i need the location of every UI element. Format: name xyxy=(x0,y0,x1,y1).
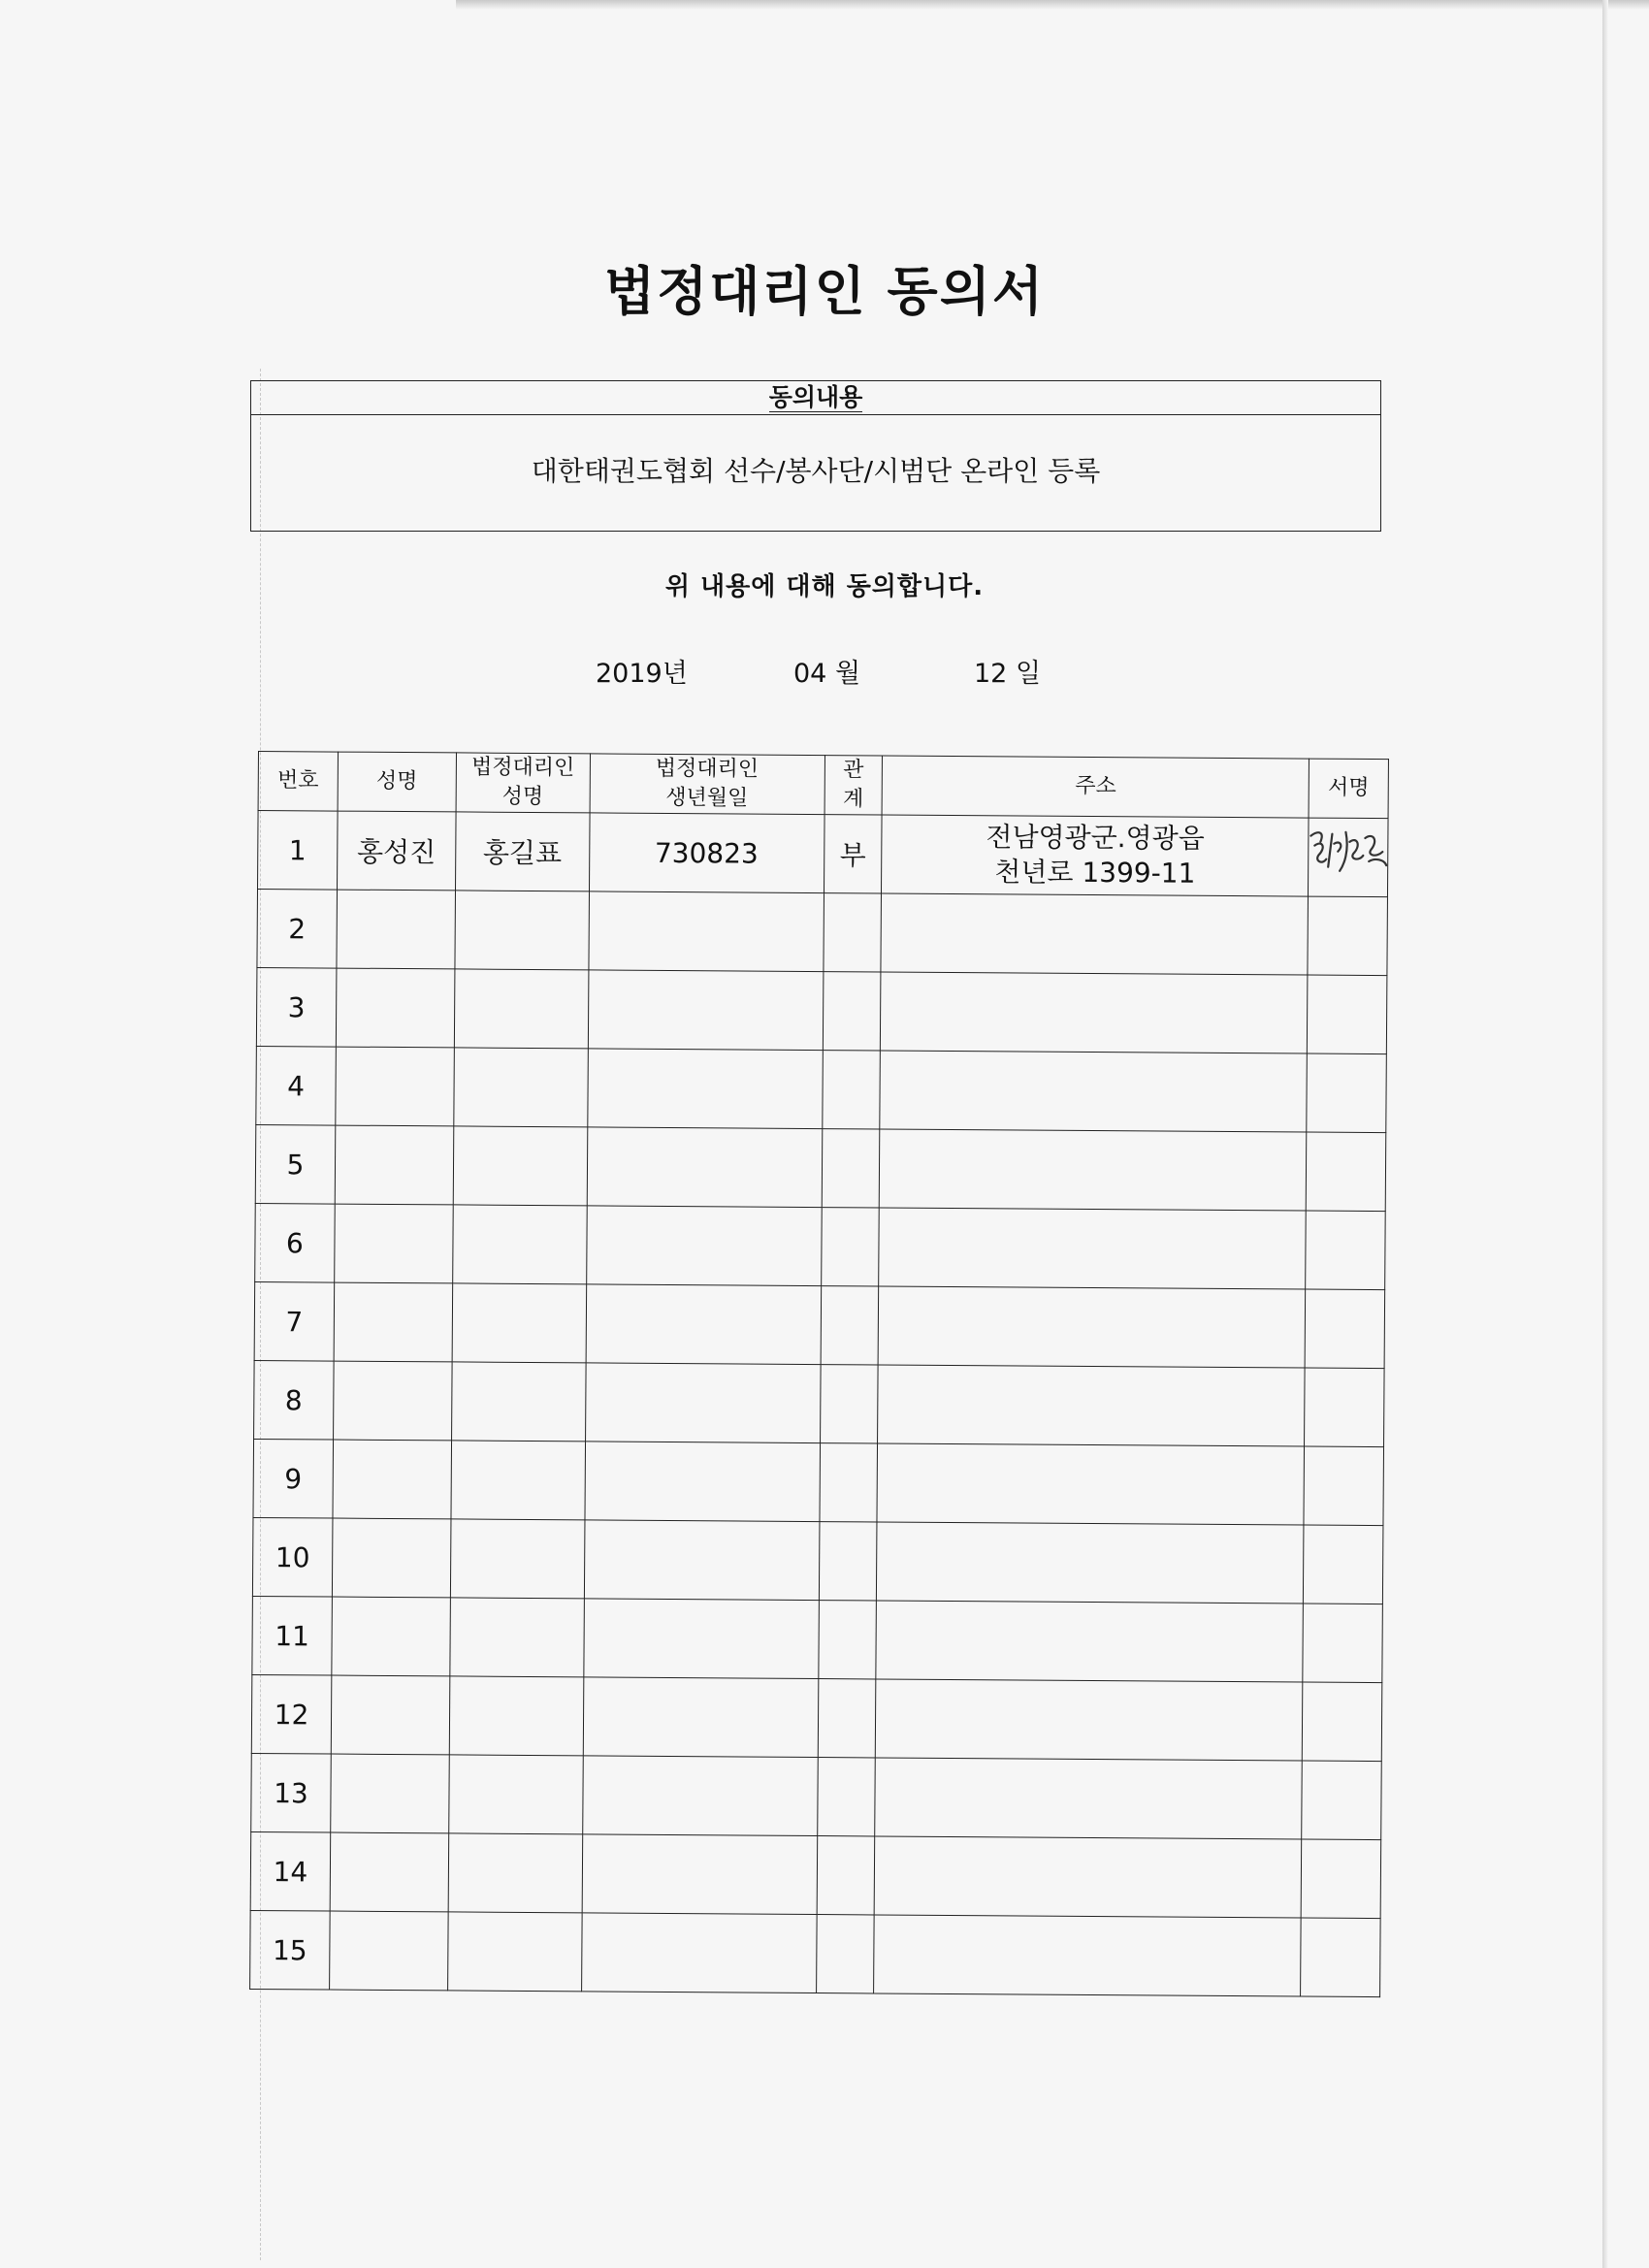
table-row xyxy=(255,1203,1386,1289)
header-guardian-birth-l1: 법정대리인 xyxy=(655,756,760,782)
header-signature: 서명 xyxy=(1309,759,1388,819)
cell xyxy=(451,1441,585,1520)
cell xyxy=(1302,1761,1382,1840)
cell xyxy=(334,1282,452,1362)
consent-box xyxy=(250,380,1381,532)
row-number: 4 xyxy=(256,1046,337,1125)
cell xyxy=(820,1365,879,1443)
cell xyxy=(332,1597,450,1676)
address xyxy=(882,815,1309,896)
cell xyxy=(1304,1446,1384,1526)
header-relation-l1: 관 xyxy=(843,758,864,783)
table-row xyxy=(252,1517,1383,1604)
cell xyxy=(875,1758,1302,1839)
header-name: 성명 xyxy=(338,752,456,812)
scan-shadow xyxy=(456,0,1649,10)
cell xyxy=(818,1679,877,1758)
document-title: 법정대리인 동의서 xyxy=(603,261,1046,322)
row-number: 6 xyxy=(255,1203,336,1282)
cell xyxy=(816,1915,875,1993)
cell xyxy=(333,1361,451,1441)
row-number: 5 xyxy=(255,1124,336,1204)
row-number: 13 xyxy=(251,1753,332,1832)
row-number: 12 xyxy=(251,1674,332,1754)
table-row xyxy=(256,1046,1387,1132)
cell xyxy=(821,1286,880,1365)
header-relation xyxy=(824,756,883,815)
cell xyxy=(819,1522,878,1601)
cell xyxy=(1305,1289,1385,1369)
cell xyxy=(449,1755,583,1834)
cell xyxy=(823,972,882,1051)
table-row xyxy=(251,1753,1382,1839)
table-row xyxy=(252,1596,1383,1682)
cell xyxy=(1303,1604,1383,1683)
cell xyxy=(585,1442,820,1522)
guardian-name: 홍길표 xyxy=(455,812,589,891)
cell xyxy=(586,1206,821,1286)
cell xyxy=(587,1127,822,1208)
cell xyxy=(822,1051,881,1129)
cell xyxy=(1307,1053,1387,1133)
table-row xyxy=(251,1674,1382,1761)
cell xyxy=(584,1520,819,1601)
applicant-name: 홍성진 xyxy=(337,811,455,891)
row-number: 8 xyxy=(254,1360,335,1440)
consent-heading-text: 동의내용 xyxy=(768,383,863,411)
cell xyxy=(452,1283,586,1363)
table-row xyxy=(255,1124,1386,1211)
cell xyxy=(876,1601,1303,1682)
cell xyxy=(450,1598,584,1677)
cell xyxy=(881,893,1308,975)
cell xyxy=(450,1519,584,1599)
cell xyxy=(335,1204,453,1283)
cell xyxy=(335,1125,453,1205)
row-number: 9 xyxy=(253,1439,334,1518)
row-number: 10 xyxy=(252,1517,333,1597)
date-day: 12 일 xyxy=(974,659,1042,689)
header-relation-l2: 계 xyxy=(842,787,864,812)
address-line-1: 전남영광군.영광읍 xyxy=(986,821,1205,855)
cell xyxy=(1302,1682,1382,1762)
relation: 부 xyxy=(824,815,883,893)
cell xyxy=(447,1912,581,1992)
row-number: 11 xyxy=(252,1596,333,1675)
cell xyxy=(454,969,588,1049)
cell xyxy=(586,1284,821,1365)
cell xyxy=(817,1758,876,1836)
cell xyxy=(332,1518,450,1598)
agreement-statement: 위 내용에 대해 동의합니다. xyxy=(664,572,985,601)
cell xyxy=(336,968,454,1048)
cell xyxy=(455,891,589,970)
row-number: 7 xyxy=(254,1281,335,1361)
cell xyxy=(452,1205,586,1284)
cell xyxy=(875,1836,1302,1918)
cell xyxy=(589,891,824,972)
cell xyxy=(881,972,1308,1053)
cell xyxy=(817,1836,876,1915)
scan-edge xyxy=(1602,0,1608,2268)
cell xyxy=(818,1601,877,1679)
cell xyxy=(448,1833,582,1913)
header-guardian-birth-l2: 생년월일 xyxy=(665,785,749,811)
cell xyxy=(1303,1525,1383,1604)
row-number: 15 xyxy=(250,1910,331,1990)
table-row xyxy=(254,1281,1385,1368)
table-row xyxy=(254,1360,1385,1446)
cell xyxy=(336,1047,454,1126)
date-month: 04 월 xyxy=(793,659,861,689)
cell xyxy=(337,890,455,969)
cell xyxy=(877,1443,1304,1525)
header-guardian-birth xyxy=(590,754,824,815)
consent-content: 대한태권도협회 선수/봉사단/시범단 온라인 등록 xyxy=(531,455,1101,487)
cell xyxy=(1307,975,1387,1054)
header-guardian-name-l2: 성명 xyxy=(501,784,544,810)
cell xyxy=(1306,1132,1386,1212)
cell xyxy=(879,1286,1306,1368)
cell xyxy=(453,1126,587,1206)
row-number: 14 xyxy=(250,1831,331,1911)
cell xyxy=(333,1440,451,1519)
row-number: 1 xyxy=(258,811,339,891)
cell xyxy=(581,1913,816,1993)
cell xyxy=(823,893,882,972)
cell xyxy=(1306,1211,1386,1290)
cell xyxy=(879,1208,1306,1289)
cell xyxy=(880,1051,1307,1132)
cell xyxy=(585,1363,820,1443)
cell xyxy=(588,970,823,1051)
header-guardian-name-l1: 법정대리인 xyxy=(470,755,575,781)
cell xyxy=(880,1129,1307,1211)
cell xyxy=(582,1834,817,1915)
cell xyxy=(582,1756,817,1836)
cell xyxy=(584,1599,819,1679)
cell xyxy=(821,1208,880,1286)
table-row xyxy=(256,967,1387,1053)
handwritten-signature xyxy=(1305,823,1390,884)
table-row xyxy=(250,1831,1381,1918)
cell xyxy=(449,1676,583,1756)
header-no: 번호 xyxy=(258,752,338,812)
table-row xyxy=(257,890,1388,976)
cell xyxy=(587,1049,822,1129)
signature-cell xyxy=(1308,818,1388,897)
date-year: 2019년 xyxy=(596,659,688,689)
cell xyxy=(331,1754,449,1833)
table-row xyxy=(250,1910,1381,1996)
header-guardian-name xyxy=(456,753,590,813)
cell xyxy=(874,1915,1301,1996)
cell xyxy=(822,1129,881,1208)
cell xyxy=(330,1911,448,1991)
cell xyxy=(819,1443,878,1522)
cell xyxy=(1301,1918,1381,1997)
row-number: 2 xyxy=(257,890,338,969)
cell xyxy=(583,1677,818,1758)
table-header-row xyxy=(258,752,1388,819)
guardian-birthdate: 730823 xyxy=(589,813,824,893)
cell xyxy=(878,1365,1305,1446)
cell xyxy=(876,1679,1303,1761)
cell xyxy=(877,1522,1304,1604)
cell xyxy=(1301,1839,1381,1919)
table-row xyxy=(258,811,1389,897)
row-number: 3 xyxy=(256,967,337,1047)
header-address: 주소 xyxy=(883,756,1310,818)
cell xyxy=(1305,1368,1385,1447)
cell xyxy=(451,1362,585,1442)
cell xyxy=(454,1048,588,1127)
registration-table xyxy=(249,751,1389,1997)
consent-heading xyxy=(251,381,1380,415)
table-row xyxy=(253,1439,1384,1525)
cell xyxy=(331,1675,449,1755)
cell xyxy=(1308,896,1388,976)
cell xyxy=(330,1832,448,1912)
address-line-2: 천년로 1399-11 xyxy=(994,856,1196,890)
